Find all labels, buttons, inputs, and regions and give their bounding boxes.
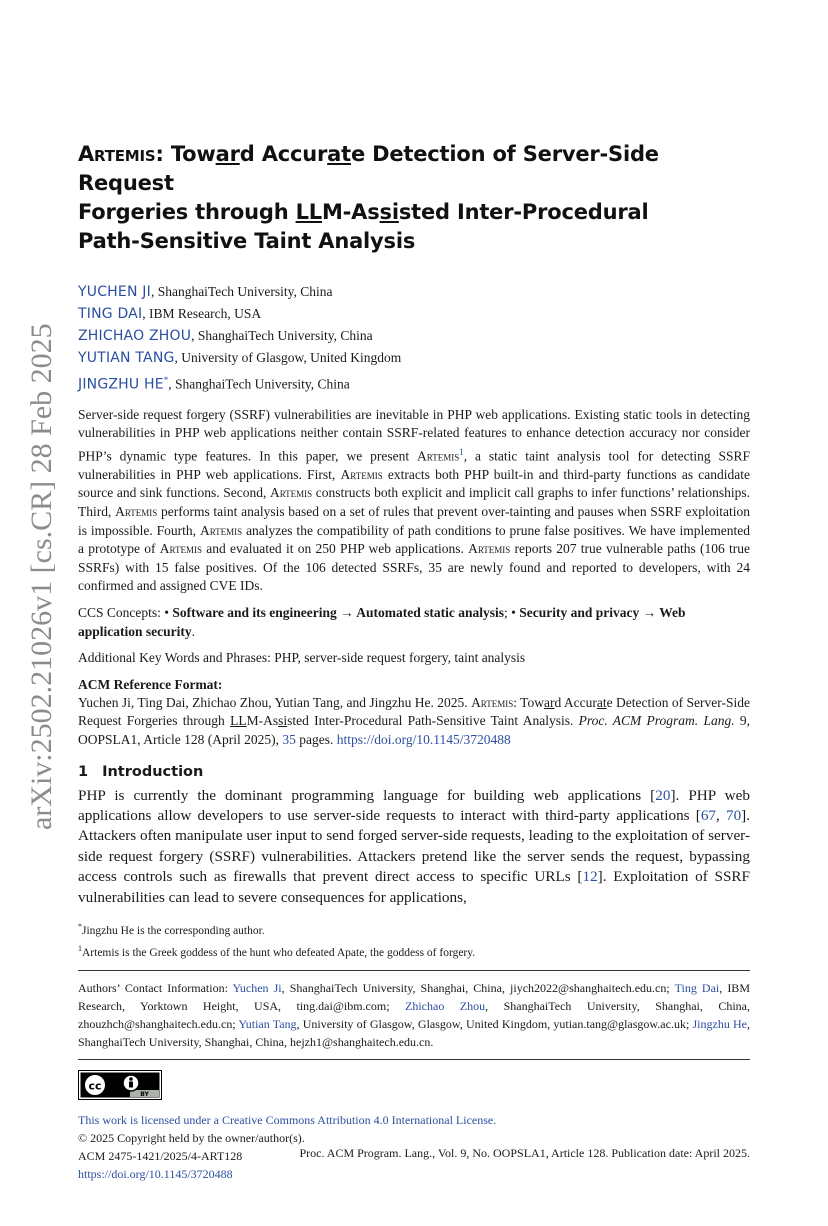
text-run: at [327,142,351,166]
text-run: and evaluated it on 250 PHP web applications. [201,541,469,557]
text-run: Forgeries through [78,200,296,224]
text-run: CCS Concepts: • [78,604,173,620]
text-run: Artemis [340,466,383,482]
footnotes [78,918,750,962]
cc-by-badge[interactable] [78,1070,162,1100]
author-affiliation: , IBM Research, USA [142,306,262,321]
arxiv-stamp [13,240,61,830]
author-name[interactable]: ZHICHAO ZHOU [78,328,192,344]
introduction-paragraph [78,786,750,908]
inline-link[interactable]: 70 [725,806,742,824]
text-run: Artemis [471,694,514,710]
text-run: ; • [504,604,520,620]
title-line-2 [78,198,750,227]
paper-title [78,140,750,256]
text-run: sted Inter-Procedural Path-Sensitive Taint Analysis. [287,713,579,729]
text-run: , IBM Research, Yorktown Height, USA, ting.dai@ibm.com; [78,980,750,1013]
text-run: Artemis [159,541,202,557]
divider [78,970,750,971]
author-affiliation: , ShanghaiTech University, China [150,284,333,299]
text-run: ]. Exploitation of SSRF vulnerabilities can lead to severe consequences for applications, [78,868,751,906]
text-run: , ShanghaiTech University, Shanghai, China, hejzh1@shanghaitech.edu.cn. [78,1017,751,1050]
text-run: : Tow [513,694,544,710]
inline-link[interactable]: 20 [655,786,671,804]
section-number: 1 [78,763,89,780]
doi-link[interactable]: https://doi.org/10.1145/3720488 [78,1167,233,1182]
text-run: e Detection of Server-Side Request Forgeries through [78,694,751,729]
corresponding-mark: * [163,375,169,385]
text-run: ]. PHP web applications allow developers to use server-side requests to interact with third-party applications [ [78,786,750,824]
footnote-mark: * [78,921,82,931]
author-entry [78,281,750,303]
text-run: PHP is currently the dominant programming language for building web applications [ [78,786,656,804]
ccs-concepts [78,604,750,641]
inline-link[interactable]: Jingzhu He [692,1017,748,1031]
title-line-3 [78,227,750,256]
cc-icon: cc [88,1079,102,1093]
text-run: d Accur [554,694,597,710]
author-name[interactable]: TING DAI [78,306,143,322]
text-run: . [191,623,195,639]
text-run: Yuchen Ji, Ting Dai, Zhichao Zhou, Yutian Tang, and Jingzhu He. 2025. [78,694,472,710]
footnote-text: Jingzhu He is the corresponding author. [82,924,265,937]
text-run: -As [342,200,380,224]
text-run: Artemis [468,541,511,557]
inline-link[interactable]: Yuchen Ji [232,980,282,995]
text-run: Authors’ Contact Information: [78,980,233,995]
license-link[interactable]: This work is licensed under a Creative Commons Attribution 4.0 International License. [78,1113,497,1128]
text-run: M [321,200,343,224]
footnote-ref[interactable]: 1 [459,446,464,457]
text-run: Path-Sensitive Taint Analysis [78,229,416,253]
text-run: Artemis [115,503,158,519]
text-run: Proc. ACM Program. Lang. [578,713,735,729]
text-run: LL [230,713,247,729]
section-heading [78,764,750,780]
text-run: si [379,200,399,224]
text-run: extracts both PHP built-in and third-party functions as candidate source and sink functions. Second, [78,466,750,501]
license-block [78,1068,750,1183]
authors-contact-information [78,979,750,1052]
author-name[interactable]: YUCHEN JI [78,284,151,300]
author-entry [78,325,750,347]
acm-reference-body [78,694,750,750]
text-run: Artemis [199,522,243,538]
text-run: d Accur [239,142,328,166]
text-run: ar [544,694,555,710]
text-run: : Tow [155,142,216,166]
title-line-1 [78,140,750,198]
text-run: Artemis [416,448,460,464]
inline-link[interactable]: Ting Dai [674,980,720,995]
text-run: LL [295,200,322,224]
inline-link[interactable]: Zhichao Zhou [405,998,486,1013]
inline-link[interactable]: 12 [582,868,598,886]
text-run: M-As [246,713,279,729]
author-list [78,281,750,396]
by-label: BY [140,1091,149,1099]
text-run: ar [215,142,240,166]
running-footer: Proc. ACM Program. Lang., Vol. 9, No. OOPSLA1, Article 128. Publication date: April 2025. [299,1146,750,1160]
text-run: Server-side request forgery (SSRF) vulnerabilities are inevitable in PHP web applications. Existing static tools in detecting vulnerabilities in PHP web applications neither contain SSRF-related features to enhance detection accuracy nor consider PHP’s dynamic type features. In this paper, we present [78,406,750,464]
divider [78,1059,750,1060]
text-run: Artemis [269,485,313,501]
text-run: 9, OOPSLA1, Article 128 (April 2025), [78,713,750,747]
author-affiliation: , ShanghaiTech University, China [168,376,350,392]
text-run: Artemis [78,142,156,166]
author-name[interactable]: JINGZHU HE [78,376,164,393]
author-entry [78,303,750,325]
text-run: pages. [295,731,337,747]
attribution-icon [129,1078,133,1082]
footnote [78,940,750,962]
text-run: Software and its engineering → Automated static analysis [172,604,505,620]
inline-link[interactable]: https://doi.org/10.1145/3720488 [336,731,511,747]
text-run: at [596,694,607,710]
author-entry [78,369,750,396]
text-run: sted Inter-Procedural [398,200,649,224]
paper-page [78,140,750,1183]
acm-reference-heading: ACM Reference Format: [78,676,223,692]
author-affiliation: , ShanghaiTech University, China [191,328,373,343]
arxiv-id: arXiv:2502.21026v1 [cs.CR] 28 Feb 2025 [25,323,58,830]
acm-issn-line: ACM 2475-1421/2025/4-ART128 [78,1149,243,1164]
text-run: , ShanghaiTech University, Shanghai, China, zhouzhch@shanghaitech.edu.cn; [78,998,750,1031]
footnote-mark: 1 [78,943,82,953]
keywords: Additional Key Words and Phrases: PHP, server-side request forgery, taint analysis [78,650,526,666]
copyright-line: © 2025 Copyright held by the owner/author(s). [78,1131,305,1146]
inline-link[interactable]: 67 [700,806,716,824]
text-run: constructs both explicit and implicit call graphs to infer functions’ relationships. Third, [78,485,751,519]
author-affiliation: , University of Glasgow, United Kingdom [174,350,402,365]
text-run: , University of Glasgow, Glasgow, United Kingdom, yutian.tang@glasgow.ac.uk; [296,1017,693,1031]
inline-link[interactable]: Yutian Tang [238,1017,297,1031]
text-run: si [278,713,288,729]
text-run: ]. Attackers often manipulate user input to send forged server-side requests, leading to the exploitation of server-side request forgery (SSRF) vulnerabilities. Attackers pretend like the server sends the request, bypassing access controls such as firewalls that prevent direct access to specific URLs [ [78,806,751,886]
footnote [78,918,750,940]
text-run: performs taint analysis based on a set of rules that prevent over-tainting and pauses when SSRF exploitation is impossible. Fourth, [78,503,751,538]
author-name[interactable]: YUTIAN TANG [78,350,175,366]
text-run: reports 207 true vulnerable paths (106 true SSRFs) with 15 false positives. Of the 106 detected SSRFs, 35 are newly found and reported to developers, with 24 confirmed and assigned CVE IDs. [78,541,750,594]
text-run: , ShanghaiTech University, Shanghai, China, jiych2022@shanghaitech.edu.cn; [281,980,675,995]
section-title: Introduction [102,763,204,780]
abstract [78,406,750,596]
author-entry [78,347,750,369]
footnote-text: Artemis is the Greek goddess of the hunt who defeated Apate, the goddess of forgery. [82,946,476,959]
text-run: , [716,806,726,824]
text-run: Security and privacy → Web application security [78,604,686,639]
text-run: analyzes the compatibility of path conditions to prune false positives. We have implemented a prototype of [78,522,750,557]
text-run: e Detection of Server-Side Request [78,142,659,195]
inline-link[interactable]: 35 [282,731,296,747]
text-run: , a static taint analysis tool for detecting SSRF vulnerabilities in PHP web applications. First, [78,448,750,482]
